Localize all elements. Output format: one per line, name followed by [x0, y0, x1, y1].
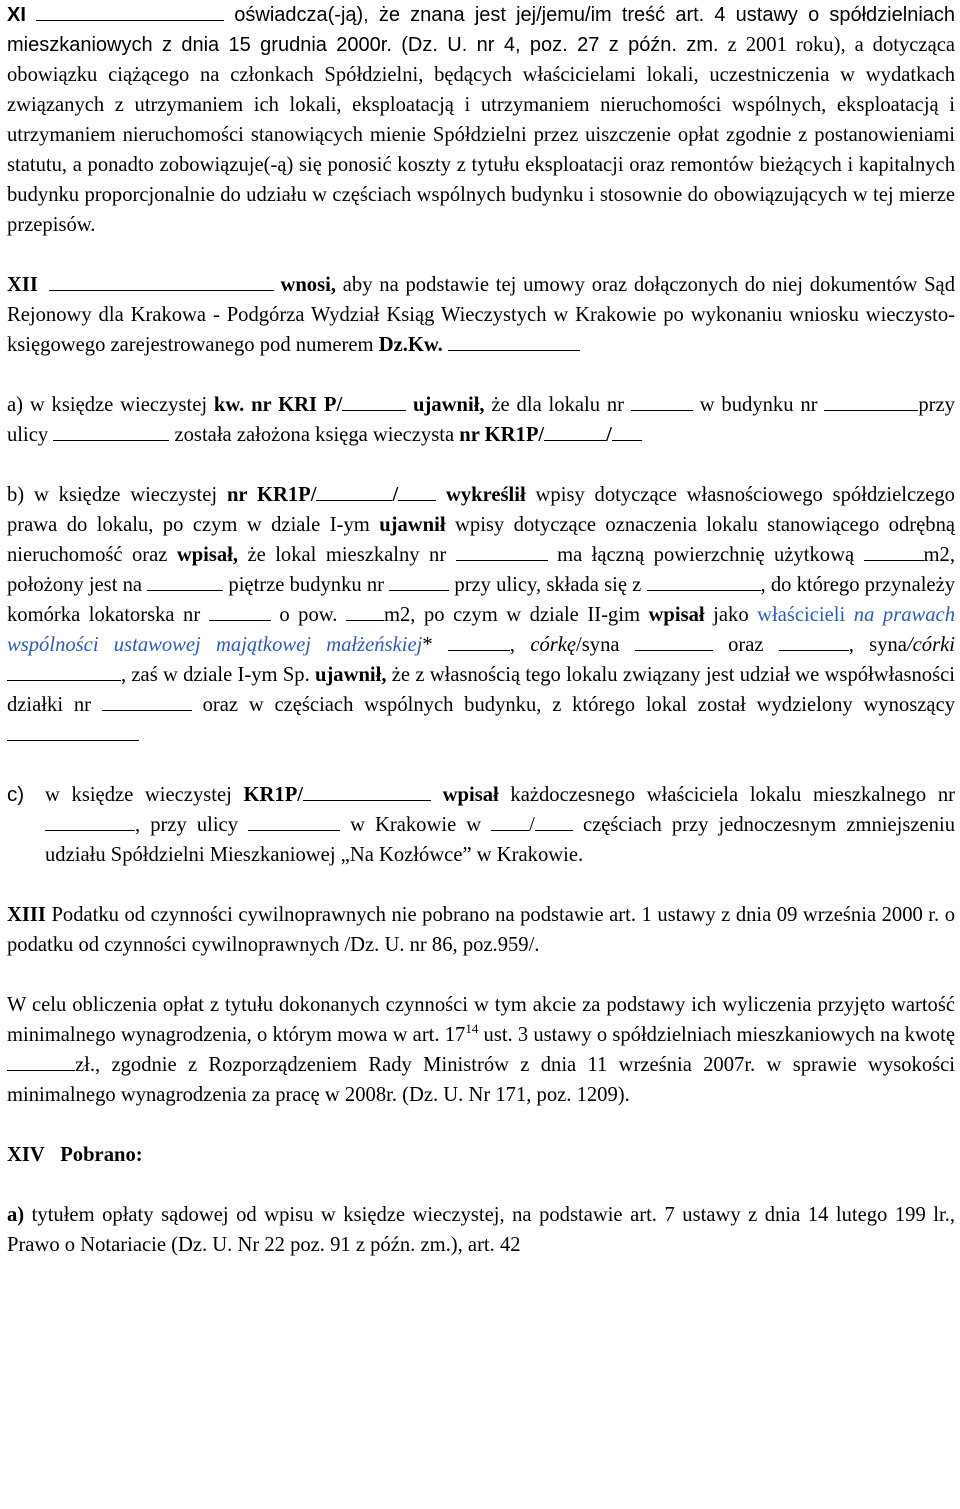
blank-field[interactable] [544, 422, 606, 441]
item-b-nr: nr KR1P/ [226, 484, 317, 506]
fee-text: ust. 3 ustawy o spółdzielniach mieszkaniowych na kwotę [483, 1024, 955, 1046]
item-b-text: piętrze budynku nr [228, 574, 385, 596]
section-xiv-title: Pobrano: [60, 1144, 143, 1166]
item-c-body [45, 780, 955, 870]
item-a [7, 390, 955, 450]
item-b-text: przy ulicy, składa się z [454, 574, 642, 596]
item-b-wpisal-2: wpisał [648, 604, 705, 626]
blank-field[interactable] [535, 812, 573, 831]
blank-field[interactable] [102, 692, 192, 711]
blank-field[interactable] [7, 722, 139, 741]
blank-field[interactable] [45, 812, 135, 831]
item-a-text: w budynku nr [699, 394, 818, 416]
blank-field[interactable] [491, 812, 529, 831]
item-a-text: że dla lokalu nr [491, 394, 625, 416]
blank-field[interactable] [36, 2, 224, 21]
section-xii-text: aby na podstawie tej umowy oraz dołączonych do niej dokumentów Sąd Rejonowy dla Krakowa - Podgórza Wydział Ksiąg Wieczystych w Krakowie po wykonaniu wniosku wieczysto-księgowego zarejestrowanego pod numerem [7, 274, 955, 356]
fee-paragraph [7, 990, 955, 1110]
blank-field[interactable] [779, 632, 849, 651]
item-b-text: że lokal mieszkalny nr [247, 544, 447, 566]
blank-field[interactable] [631, 392, 693, 411]
blank-field[interactable] [49, 272, 274, 291]
item-b-text: , syna [848, 634, 907, 656]
superscript: 14 [465, 1021, 479, 1036]
footnote-star: * [422, 634, 433, 656]
section-xiii [7, 900, 955, 960]
blank-field[interactable] [7, 1052, 75, 1071]
blank-field[interactable] [53, 422, 169, 441]
item-c-text: w księdze wieczystej [45, 784, 232, 806]
blank-field[interactable] [612, 422, 642, 441]
item-b-text: wpisy dotyczące własnościowego spółdzielczego prawa do lokalu, po czym w dziale I-ym [7, 484, 955, 536]
item-b-text: /syna [576, 634, 620, 656]
blank-field[interactable] [824, 392, 918, 411]
blank-field[interactable] [398, 482, 436, 501]
blank-field[interactable] [389, 572, 449, 591]
item-b-label: b) [7, 484, 25, 506]
item-b-wykreslil: wykreślił [446, 484, 526, 506]
item-b-text: jako [713, 604, 749, 626]
item-a-text: została założona księga wieczysta [174, 424, 455, 446]
dzkw-label: Dz.Kw. [378, 334, 443, 356]
section-xi-text-2: z 2001 roku), a dotycząca obowiązku ciążącego na członkach Spółdzielni, będących właścicielami lokali, uczestniczenia w wydatkach związanych z utrzymaniem ich lokali, eksploatacją i utrzymaniem nieruchomości wspólnych, eksploatacją i utrzymaniem nieruchomości stanowiących mienie Spółdzielni przez uiszczenie opłat zgodnie z postanowieniami statutu, a ponadto zobowiązuje(-ą) się ponosić koszty z tytułu eksploatacji oraz remontów bieżących i kapitalnych budynku proporcjonalnie do udziału w częściach wspólnych budynku i stosownie do obowiązujących w tej mierze przepisów. [7, 34, 955, 236]
item-b-wpisal: wpisał, [176, 544, 239, 566]
item-b [7, 480, 955, 750]
section-xiv [7, 1140, 955, 1170]
item-c-label: c) [7, 783, 25, 806]
section-xiv-number: XIV [7, 1144, 45, 1166]
item-b-ujawnil: ujawnił [379, 514, 446, 536]
owners-label: właścicieli [757, 604, 846, 626]
blank-field[interactable] [248, 812, 340, 831]
item-b-text: w księdze wieczystej [33, 484, 218, 506]
blank-field[interactable] [635, 632, 713, 651]
marital-property-label: na prawach wspólności ustawowej majątkowej małżeńskiej [7, 604, 955, 656]
item-b-ujawnil-2: ujawnił, [315, 664, 387, 686]
fee-text: zł., zgodnie z Rozporządzeniem Rady Ministrów z dnia 11 września 2007r. w sprawie wysokości minimalnego wynagrodzenia za pracę w 2008r. (Dz. U. Nr 171, poz. 1209). [7, 1054, 955, 1106]
blank-field[interactable] [346, 602, 384, 621]
blank-field[interactable] [448, 332, 580, 351]
blank-field[interactable] [647, 572, 761, 591]
item-a-text: w księdze wieczystej [29, 394, 208, 416]
daughter-label: córkę [530, 634, 577, 656]
item-b-text: , do którego przynależy komórka lokatorska nr [7, 574, 956, 626]
item-b-text: m2, położony jest na [7, 544, 955, 596]
blank-field[interactable] [864, 542, 924, 561]
wnosi-label: wnosi, [280, 274, 336, 296]
section-xii-number: XII [7, 274, 38, 296]
blank-field[interactable] [448, 632, 510, 651]
blank-field[interactable] [303, 782, 431, 801]
section-xiii-text: Podatku od czynności cywilnoprawnych nie pobrano na podstawie art. 1 ustawy z dnia 09 września 2000 r. o podatku od czynności cywilnoprawnych /Dz. U. nr 86, poz.959/. [7, 904, 955, 956]
item-b-text: m2, po czym w dziale II-gim [383, 604, 640, 626]
daughter-alt-label: /córki [906, 634, 955, 656]
blank-field[interactable] [456, 542, 548, 561]
item-c-text: / [529, 814, 535, 836]
item-b-text: , [509, 634, 516, 656]
item-a-ujawnil: ujawnił, [413, 394, 485, 416]
blank-field[interactable] [147, 572, 223, 591]
blank-field[interactable] [209, 602, 271, 621]
section-xiv-item-a [7, 1200, 955, 1260]
item-c-wpisal: wpisał [442, 784, 499, 806]
item-a-slash: / [606, 424, 612, 446]
blank-field[interactable] [342, 392, 406, 411]
item-a-label: a) [7, 394, 23, 416]
section-xiii-number: XIII [7, 904, 46, 926]
item-a-kw: kw. nr KRI P/ [213, 394, 343, 416]
item-b-text: oraz w częściach wspólnych budynku, z którego lokal został wydzielony wynoszący [202, 694, 956, 716]
item-c [7, 780, 955, 870]
item-b-text: że z własnością tego lokalu związany jest udział we współwłasności działki nr [7, 664, 955, 716]
item-b-slash: / [392, 484, 399, 506]
item-b-text: o pow. [279, 604, 338, 626]
item-c-kr1p: KR1P/ [243, 784, 303, 806]
item-a-text: przy ulicy [7, 394, 955, 446]
section-xi [7, 0, 955, 240]
blank-field[interactable] [7, 662, 121, 681]
item-b-text: ma łączną powierzchnię użytkową [557, 544, 855, 566]
item-a-nr: nr KR1P/ [459, 424, 545, 446]
item-c-text: częściach przy jednoczesnym zmniejszeniu udziału Spółdzielni Mieszkaniowej „Na Kozłówce” w Krakowie. [45, 814, 955, 866]
section-xiv-item-a-label: a) [7, 1204, 25, 1226]
item-b-text: wpisy dotyczące oznaczenia lokalu stanowiącego odrębną nieruchomość oraz [7, 514, 956, 566]
section-xii [7, 270, 955, 360]
blank-field[interactable] [316, 482, 392, 501]
section-xi-number: XI [7, 4, 26, 26]
item-b-text: , zaś w dziale I-ym Sp. [121, 664, 310, 686]
section-xi-text-1: oświadcza(-ją), że znana jest jej/jemu/im treść art. 4 ustawy o spółdzielniach mieszkaniowych z dnia 15 grudnia 2000r. (Dz. U. nr 4, poz. 27 z późn. zm. [7, 4, 956, 56]
fee-text: W celu obliczenia opłat z tytułu dokonanych czynności w tym akcie za podstawy ich wyliczenia przyjęto wartość minimalnego wynagrodzenia, o którym mowa w art. 17 [7, 994, 955, 1046]
item-c-text: , przy ulicy [135, 814, 238, 836]
section-xiv-item-a-text: tytułem opłaty sądowej od wpisu w księdze wieczystej, na podstawie art. 7 ustawy z dnia 14 lutego 199 lr., Prawo o Notariacie (Dz. U. Nr 22 poz. 91 z późn. zm.), art. 42 [7, 1204, 955, 1256]
item-b-text: oraz [728, 634, 764, 656]
item-c-text: w Krakowie w [350, 814, 482, 836]
item-c-text: każdoczesnego właściciela lokalu mieszkalnego nr [510, 784, 955, 806]
